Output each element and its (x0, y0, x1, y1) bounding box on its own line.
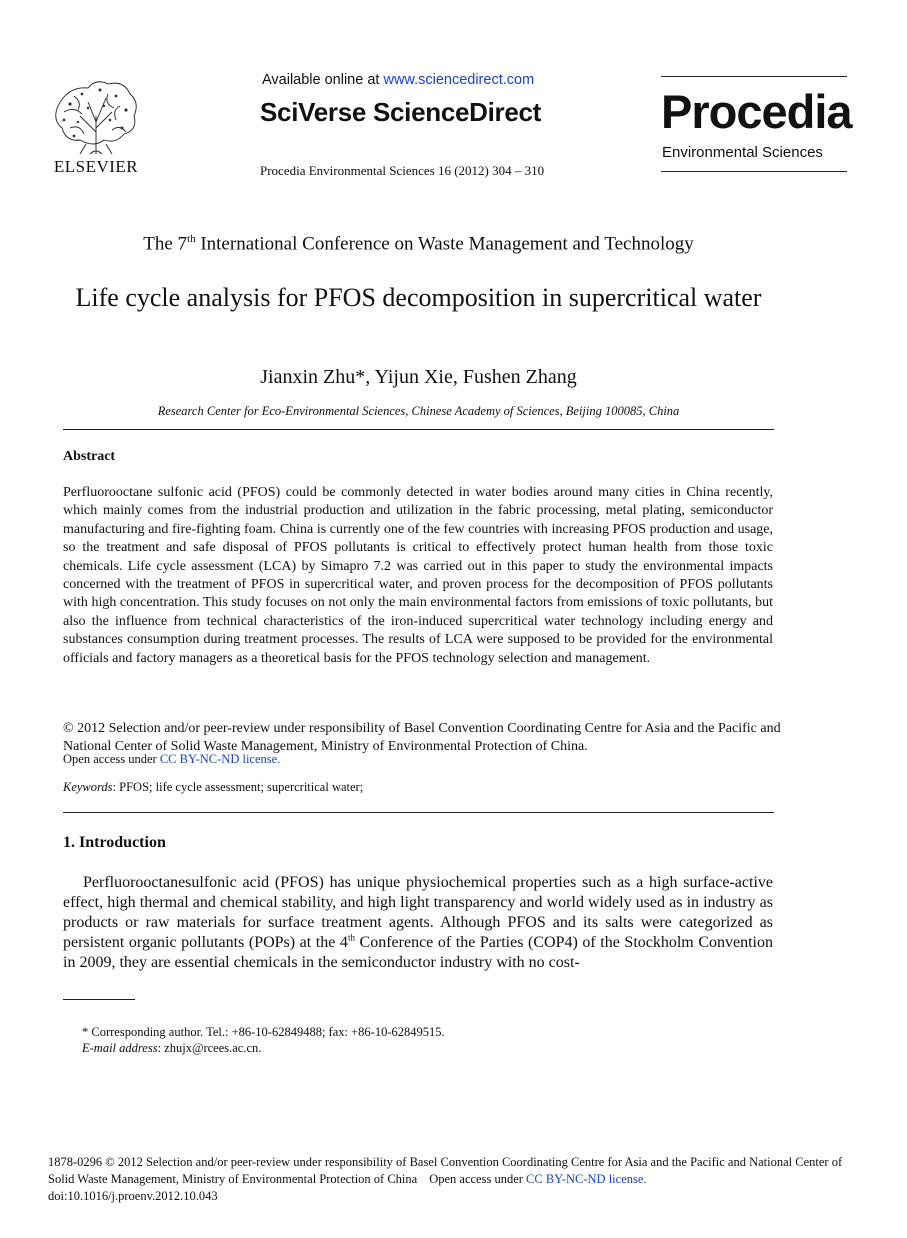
journal-logo-name: Procedia (661, 85, 852, 138)
authors: Jianxin Zhu*, Yijun Xie, Fushen Zhang (260, 366, 577, 388)
available-online-label: Available online at (262, 72, 384, 88)
introduction-text (63, 873, 773, 973)
publisher-wordmark: ELSEVIER (53, 157, 139, 176)
copyright-notice: © 2012 Selection and/or peer-review under responsibility of Basel Convention Coordinating Centre for Asia and the Pacific and National Center of Solid Waste Management, Ministry of Environmental Protection of China. (63, 721, 781, 754)
open-access-line (63, 752, 280, 767)
bottom-open-access-label: Open access under (429, 1172, 527, 1186)
doi[interactable]: doi:10.1016/j.proenv.2012.10.043 (48, 1189, 218, 1203)
email-label: E-mail address (82, 1041, 158, 1055)
platform-wordmark: SciVerse ScienceDirect (260, 97, 542, 127)
keywords (63, 780, 363, 795)
issn-copyright-block (48, 1154, 858, 1205)
bottom-license-link[interactable]: CC BY-NC-ND license. (526, 1172, 647, 1186)
license-link[interactable]: CC BY-NC-ND license. (159, 752, 281, 766)
procedia-top-rule (661, 76, 847, 77)
intro-sup: th (347, 932, 355, 943)
keywords-label: Keywords (63, 780, 113, 794)
abstract-heading: Abstract (63, 449, 116, 464)
email-address: : zhujx@rcees.ac.cn. (157, 1041, 262, 1055)
abstract-top-rule (63, 429, 774, 430)
available-online-line (262, 72, 534, 88)
conference-name (0, 233, 837, 255)
intro-text-part2: Conference of the Parties (COP4) of the Stockholm Convention in 2009, they are essential chemicals in the semiconductor industry with no cost- (63, 934, 773, 971)
sciencedirect-link[interactable]: www.sciencedirect.com (383, 72, 535, 88)
footnote-rule (63, 999, 135, 1000)
paper-title: Life cycle analysis for PFOS decomposition in supercritical water (75, 283, 762, 312)
journal-logo-subtitle: Environmental Sciences (662, 144, 823, 161)
email-footnote (82, 1041, 261, 1056)
intro-text-part1: Perfluorooctanesulfonic acid (PFOS) has unique physiochemical properties such as a high surface-active effect, high thermal and chemical stability, and high light transparency and world widely used as in industry as products or raw materials for surface treatment agents. Although PFOS and its salts were categorized as persistent organic pollutants (POPs) at the 4 (63, 874, 773, 951)
conference-sup: th (187, 233, 196, 245)
journal-reference: Procedia Environmental Sciences 16 (2012) 304 – 310 (260, 163, 545, 178)
affiliation: Research Center for Eco-Environmental Sciences, Chinese Academy of Sciences, Beijing 100085, China (157, 404, 680, 418)
keywords-bottom-rule (63, 812, 774, 813)
section-heading-introduction: 1. Introduction (63, 834, 166, 851)
issn-copyright-text: 1878-0296 © 2012 Selection and/or peer-review under responsibility of Basel Convention Coordinating Centre for Asia and the Pacific and National Center of Solid Waste Management, Ministry of Environmental Protection of China (48, 1155, 843, 1186)
corresponding-author-footnote: * Corresponding author. Tel.: +86-10-62849488; fax: +86-10-62849515. (82, 1025, 445, 1039)
open-access-label: Open access under (63, 752, 160, 766)
keywords-text: : PFOS; life cycle assessment; supercritical water; (112, 780, 364, 794)
conference-prefix: The 7 (143, 233, 188, 255)
procedia-bottom-rule (661, 171, 847, 172)
abstract-text: Perfluorooctane sulfonic acid (PFOS) could be commonly detected in water bodies around many cities in China recently, which mainly comes from the industrial production and utilization in the fabric processing, metal plating, semiconductor manufacturing and fire-fighting foam. China is currently one of the few countries with increasing PFOS production and usage, so the treatment and safe disposal of PFOS pollutants is critical to effectively protect human health from those toxic chemicals. Life cycle assessment (LCA) by Simapro 7.2 was carried out in this paper to study the environmental impacts concerned with the treatment of PFOS in supercritical water, and proven process for the decomposition of PFOS pollutants with high concentration. This study focuses on not only the main environmental factors from emissions of toxic pollutants, but also the influence from technical characteristics of the iron-induced supercritical water technology including energy and substances consumption during treatment processes. The results of LCA were supposed to be provided for the environmental officials and factory managers as a theoretical basis for the PFOS technology selection and management. (63, 485, 773, 666)
conference-suffix: International Conference on Waste Management and Technology (195, 233, 694, 255)
